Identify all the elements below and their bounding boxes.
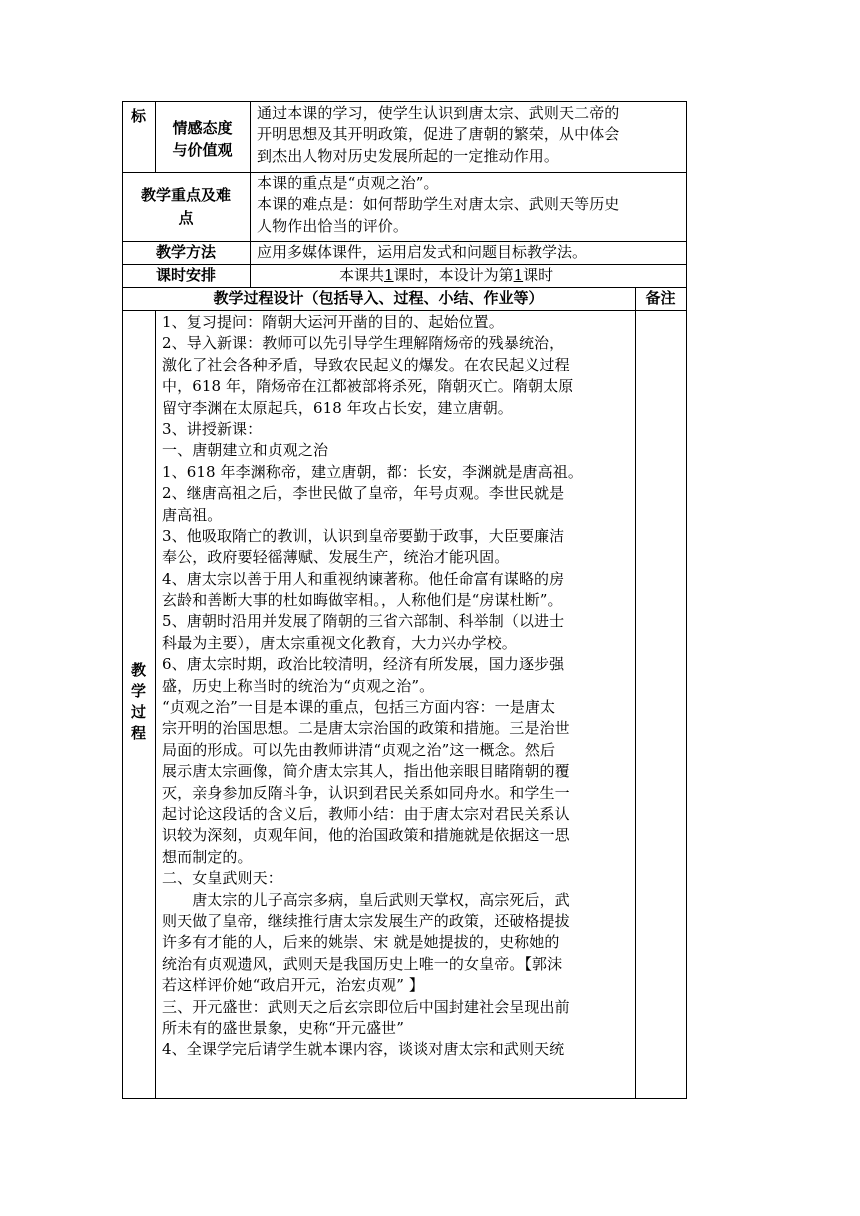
process-label-char: 教 [130,661,146,679]
process-line: 奉公，政府要轻徭薄赋、发展生产，统治才能巩固。 [162,548,510,567]
process-label [122,660,155,744]
process-line: 玄龄和善断大事的杜如晦做宰相。，人称他们是“房谋杜断”。 [162,591,563,610]
schedule-pre: 本课共 [339,266,385,284]
process-line: 3、讲授新课： [162,419,263,438]
attitude-label-line-2: 与价值观 [172,141,233,159]
process-line: 起讨论这段话的含义后，教师小结：由于唐太宗对君民关系认 [162,804,570,823]
process-line: 留守李渊在太原起兵，618 年攻占长安，建立唐朝。 [162,398,513,417]
process-line: 科最为主要），唐太宗重视文化教育，大力兴办学校。 [162,633,517,652]
process-line: 局面的形成。可以先由教师讲清“贞观之治”这一概念。然后 [162,740,556,759]
process-line: 4、全课学完后请学生就本课内容，谈谈对唐太宗和武则天统 [162,1040,565,1059]
process-line: 6、唐太宗时期，政治比较清明，经济有所发展，国力逐步强 [162,655,565,674]
method-label: 教学方法 [155,243,216,261]
attitude-label-line-1: 情感态度 [172,119,233,137]
process-line: 唐高祖。 [162,505,223,524]
goal-label: 标 [130,107,146,125]
process-line: 4、唐太宗以善于用人和重视纳谏著称。他任命富有谋略的房 [162,569,565,588]
process-label-char: 过 [130,703,146,721]
attitude-label [155,117,250,161]
process-line: 唐太宗的儿子高宗多病，皇后武则天掌权，高宗死后，武 [162,890,570,909]
process-line: 若这样评价她“政启开元，治宏贞观” 】 [162,976,425,995]
process-line: 统治有贞观遗风，武则天是我国历史上唯一的女皇帝。【郭沫 [162,954,563,973]
schedule-mid: 课时，本设计为第 [393,266,514,284]
notes-header: 备注 [645,289,676,307]
process-line: 三、开元盛世：武则天之后玄宗即位后中国封建社会呈现出前 [162,997,570,1016]
process-line: 一、唐朝建立和贞观之治 [162,441,329,460]
process-line: 灭，亲身参加反隋斗争，认识到君民关系如同舟水。和学生一 [162,783,570,802]
process-content [162,312,632,1061]
focus-label-line-2: 点 [178,209,194,227]
process-line: 所未有的盛世景象，史称“开元盛世” [162,1018,405,1037]
focus-label [122,184,250,230]
process-line: 则天做了皇帝，继续推行唐太宗发展生产的政策，还破格提拔 [162,911,570,930]
focus-text-line: 人物作出恰当的评价。 [257,216,409,235]
process-line: 宗开明的治国思想。二是唐太宗治国的政策和措施。三是治世 [162,719,570,738]
schedule-current: 1 [513,266,524,284]
focus-text-line: 本课的重点是“贞观之治”。 [257,174,439,192]
method-text: 应用多媒体课件，运用启发式和问题目标教学法。 [257,243,588,261]
notes-cell [636,311,686,1098]
process-line: 识较为深刻，贞观年间，他的治国政策和措施就是依据这一思 [162,826,570,845]
process-line: 2、继唐高祖之后，李世民做了皇帝，年号贞观。李世民就是 [162,484,565,503]
process-line: 许多有才能的人，后来的姚崇、宋 就是她提拔的，史称她的 [162,933,560,952]
process-line: 5、唐朝时沿用并发展了隋朝的三省六部制、科举制（以进士 [162,612,565,631]
schedule-post: 课时 [523,266,554,284]
attitude-text-line: 通过本课的学习，使学生认识到唐太宗、武则天二帝的 [257,104,620,122]
process-line: 中，618 年，隋炀帝在江都被部将杀死，隋朝灭亡。隋朝太原 [162,377,574,396]
process-line: 二、女皇武则天： [162,869,283,888]
schedule-text [339,265,553,286]
schedule-total: 1 [384,266,394,284]
process-line: 想而制定的。 [162,847,253,866]
process-line: “贞观之治”一目是本课的重点，包括三方面内容：一是唐太 [162,698,556,717]
process-line: 1、复习提问：隋朝大运河开凿的目的、起始位置。 [162,313,504,331]
process-line: 展示唐太宗画像，简介唐太宗其人，指出他亲眼目睹隋朝的覆 [162,762,570,781]
focus-text-line: 本课的难点是：如何帮助学生对唐太宗、武则天等历史 [257,195,620,214]
process-label-char: 学 [130,682,146,700]
attitude-text [257,103,685,167]
design-header: 教学过程设计（包括导入、过程、小结、作业等） [213,289,544,307]
process-line: 2、导入新课：教师可以先引导学生理解隋炀帝的残暴统治， [162,334,565,353]
process-line: 盛，历史上称当时的统治为“贞观之治”。 [162,676,435,695]
focus-text [257,173,685,237]
schedule-label: 课时安排 [155,266,216,284]
attitude-text-line: 开明思想及其开明政策，促进了唐朝的繁荣，从中体会 [257,125,620,144]
process-line: 1、618 年李渊称帝，建立唐朝，都：长安，李渊就是唐高祖。 [162,462,583,481]
process-label-char: 程 [130,724,146,742]
process-line: 3、他吸取隋亡的教训，认识到皇帝要勤于政事，大臣要廉洁 [162,526,565,545]
focus-label-line-1: 教学重点及难 [140,186,231,204]
process-line: 激化了社会各种矛盾，导致农民起义的爆发。在农民起义过程 [162,355,570,374]
attitude-text-line: 到杰出人物对历史发展所起的一定推动作用。 [257,146,560,165]
